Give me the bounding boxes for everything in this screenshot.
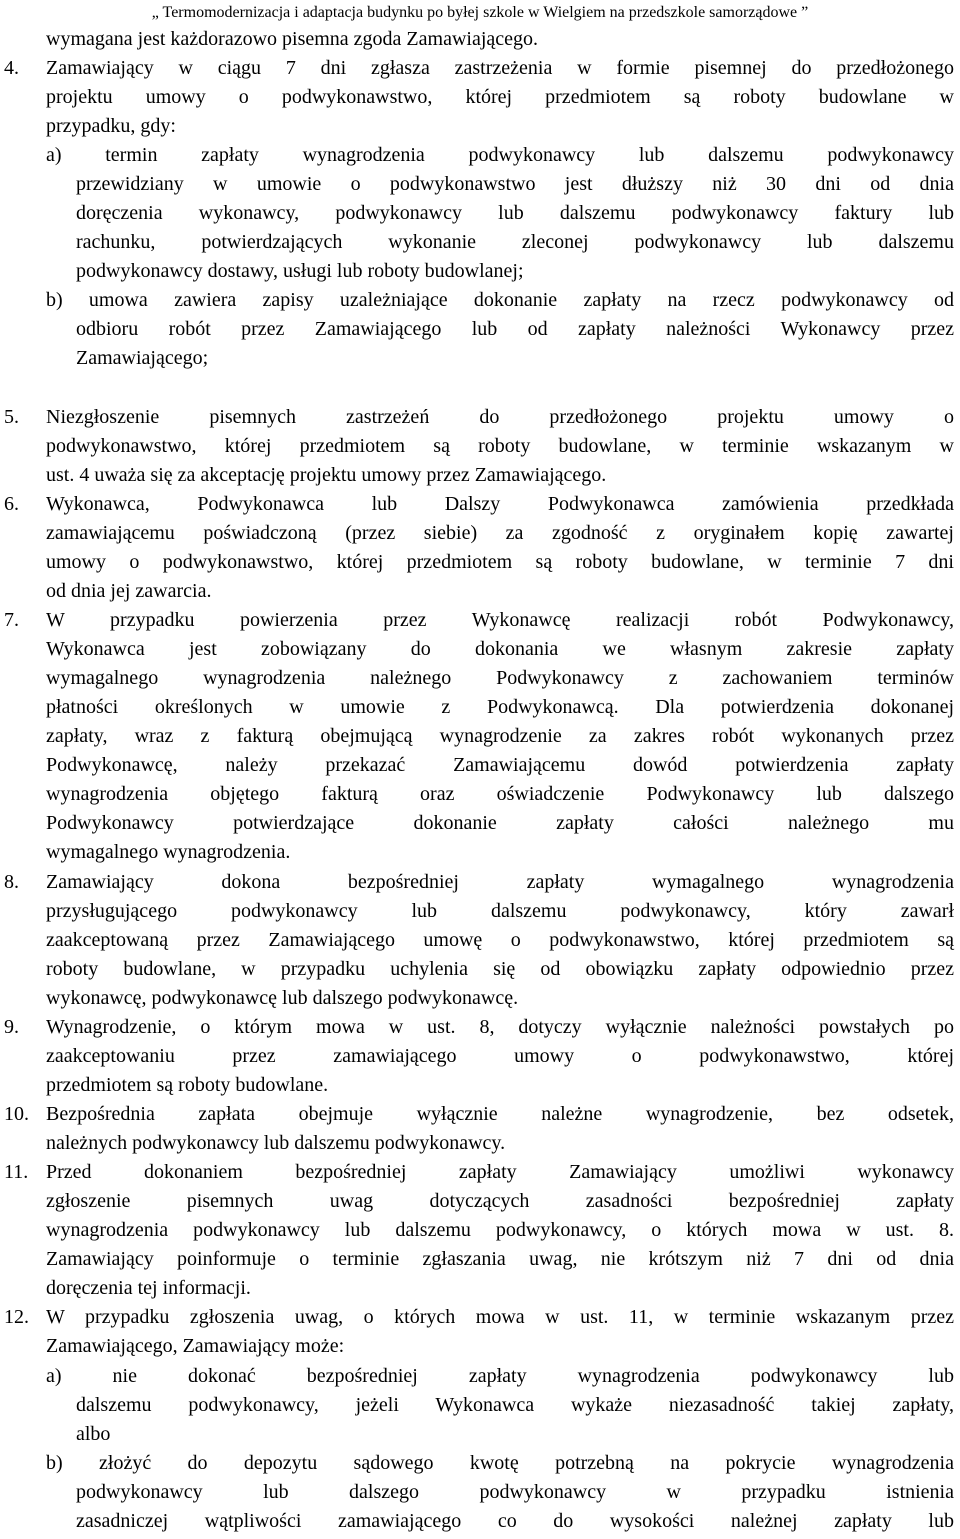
text-line: Przed dokonaniem bezpośredniej zapłaty Zamawiający umożliwi wykonawcy: [46, 1161, 954, 1183]
text-line: projektu umowy o podwykonawstwo, której przedmiotem są roboty budowlane w: [46, 86, 954, 108]
text-line: dalszemu podwykonawcy, jeżeli Wykonawca wykaże niezasadność takiej zapłaty,: [76, 1394, 954, 1416]
text-line: a) nie dokonać bezpośredniej zapłaty wynagrodzenia podwykonawcy lub: [46, 1365, 954, 1387]
text-line: doręczenia wykonawcy, podwykonawcy lub dalszemu podwykonawcy faktury lub: [76, 202, 954, 224]
item-number: 6.: [4, 493, 19, 515]
text-line: podwykonawcy lub dalszego podwykonawcy w przypadku istnienia: [76, 1481, 954, 1503]
text-line: Wykonawca, Podwykonawca lub Dalszy Podwykonawca zamówienia przedkłada: [46, 493, 954, 515]
text-line: wynagrodzenia podwykonawcy lub dalszemu podwykonawcy, o których mowa w ust. 8.: [46, 1219, 954, 1241]
page-header: „ Termomodernizacja i adaptacja budynku po byłej szkole w Wielgiem na przedszkole samorządowe ”: [151, 4, 809, 21]
text-line: Podwykonawcy potwierdzające dokonanie zapłaty całości należnego mu: [46, 812, 954, 834]
item-number: 4.: [4, 57, 19, 79]
item-number: 7.: [4, 609, 19, 631]
text-line: Zamawiający w ciągu 7 dni zgłasza zastrzeżenia w formie pisemnej do przedłożonego: [46, 57, 954, 79]
text-line: albo: [76, 1423, 111, 1445]
text-line: przysługującego podwykonawcy lub dalszemu podwykonawcy, który zawarł: [46, 900, 954, 922]
text-line: umowy o podwykonawstwo, której przedmiotem są roboty budowlane, w terminie 7 dni: [46, 551, 954, 573]
text-line: Wykonawca jest zobowiązany do dokonania we własnym zakresie zapłaty: [46, 638, 954, 660]
text-line: ust. 4 uważa się za akceptację projektu umowy przez Zamawiającego.: [46, 464, 607, 486]
text-line: b) umowa zawiera zapisy uzależniające dokonanie zapłaty na rzecz podwykonawcy od: [46, 289, 954, 311]
text-line: a) termin zapłaty wynagrodzenia podwykonawcy lub dalszemu podwykonawcy: [46, 144, 954, 166]
text-line: przewidziany w umowie o podwykonawstwo jest dłuższy niż 30 dni od dnia: [76, 173, 954, 195]
text-line: Zamawiającego;: [76, 347, 209, 369]
text-line: zamawiającemu poświadczoną (przez siebie) za zgodność z oryginałem kopię zawartej: [46, 522, 954, 544]
item-number: 12.: [4, 1306, 29, 1328]
text-line: zasadniczej wątpliwości zamawiającego co do wysokości należnej zapłaty lub: [76, 1510, 954, 1532]
item-number: 11.: [4, 1161, 29, 1183]
text-line: b) złożyć do depozytu sądowego kwotę potrzebną na pokrycie wynagrodzenia: [46, 1452, 954, 1474]
text-line: wymagalnego wynagrodzenia należnego Podwykonawcy z zachowaniem terminów: [46, 667, 954, 689]
text-line: wymagalnego wynagrodzenia.: [46, 841, 291, 863]
text-line: odbioru robót przez Zamawiającego lub od zapłaty należności Wykonawcy przez: [76, 318, 954, 340]
item-number: 5.: [4, 406, 19, 428]
text-line: podwykonawcy dostawy, usługi lub roboty budowlanej;: [76, 260, 524, 282]
text-line: podwykonawstwo, której przedmiotem są roboty budowlane, w terminie wskazanym w: [46, 435, 954, 457]
item-number: 10.: [4, 1103, 29, 1125]
text-line: W przypadku powierzenia przez Wykonawcę realizacji robót Podwykonawcy,: [46, 609, 954, 631]
text-line: Niezgłoszenie pisemnych zastrzeżeń do przedłożonego projektu umowy o: [46, 406, 954, 428]
text-line: zaakceptowaniu przez zamawiającego umowy o podwykonawstwo, której: [46, 1045, 954, 1067]
text-line: rachunku, potwierdzających wykonanie zleconej podwykonawcy lub dalszemu: [76, 231, 954, 253]
text-line: Wynagrodzenie, o którym mowa w ust. 8, dotyczy wyłącznie należności powstałych po: [46, 1016, 954, 1038]
text-line: W przypadku zgłoszenia uwag, o których mowa w ust. 11, w terminie wskazanym przez: [46, 1306, 954, 1328]
text-line: wymagana jest każdorazowo pisemna zgoda Zamawiającego.: [46, 28, 539, 50]
text-line: Podwykonawcę, należy przekazać Zamawiającemu dowód potwierdzenia zapłaty: [46, 754, 954, 776]
text-line: Zamawiający dokona bezpośredniej zapłaty wymagalnego wynagrodzenia: [46, 871, 954, 893]
text-line: należnych podwykonawcy lub dalszemu podwykonawcy.: [46, 1132, 506, 1154]
text-line: przedmiotem są roboty budowlane.: [46, 1074, 329, 1096]
text-line: doręczenia tej informacji.: [46, 1277, 251, 1299]
text-line: roboty budowlane, w przypadku uchylenia się od obowiązku zapłaty odpowiednio przez: [46, 958, 954, 980]
text-line: od dnia jej zawarcia.: [46, 580, 212, 602]
text-line: Zamawiający poinformuje o terminie zgłaszania uwag, nie krótszym niż 7 dni od dnia: [46, 1248, 954, 1270]
text-line: wynagrodzenia objętego fakturą oraz oświadczenie Podwykonawcy lub dalszego: [46, 783, 954, 805]
text-line: zgłoszenie pisemnych uwag dotyczących zasadności bezpośredniej zapłaty: [46, 1190, 954, 1212]
text-line: płatności określonych w umowie z Podwykonawcą. Dla potwierdzenia dokonanej: [46, 696, 954, 718]
text-line: Zamawiającego, Zamawiający może:: [46, 1335, 345, 1357]
item-number: 8.: [4, 871, 19, 893]
text-line: Bezpośrednia zapłata obejmuje wyłącznie należne wynagrodzenie, bez odsetek,: [46, 1103, 954, 1125]
item-number: 9.: [4, 1016, 19, 1038]
text-line: zaakceptowaną przez Zamawiającego umowę o podwykonawstwo, której przedmiotem są: [46, 929, 954, 951]
text-line: zapłaty, wraz z fakturą obejmującą wynagrodzenie za zakres robót wykonanych przez: [46, 725, 954, 747]
text-line: przypadku, gdy:: [46, 115, 176, 137]
text-line: wykonawcę, podwykonawcę lub dalszego podwykonawcę.: [46, 987, 519, 1009]
